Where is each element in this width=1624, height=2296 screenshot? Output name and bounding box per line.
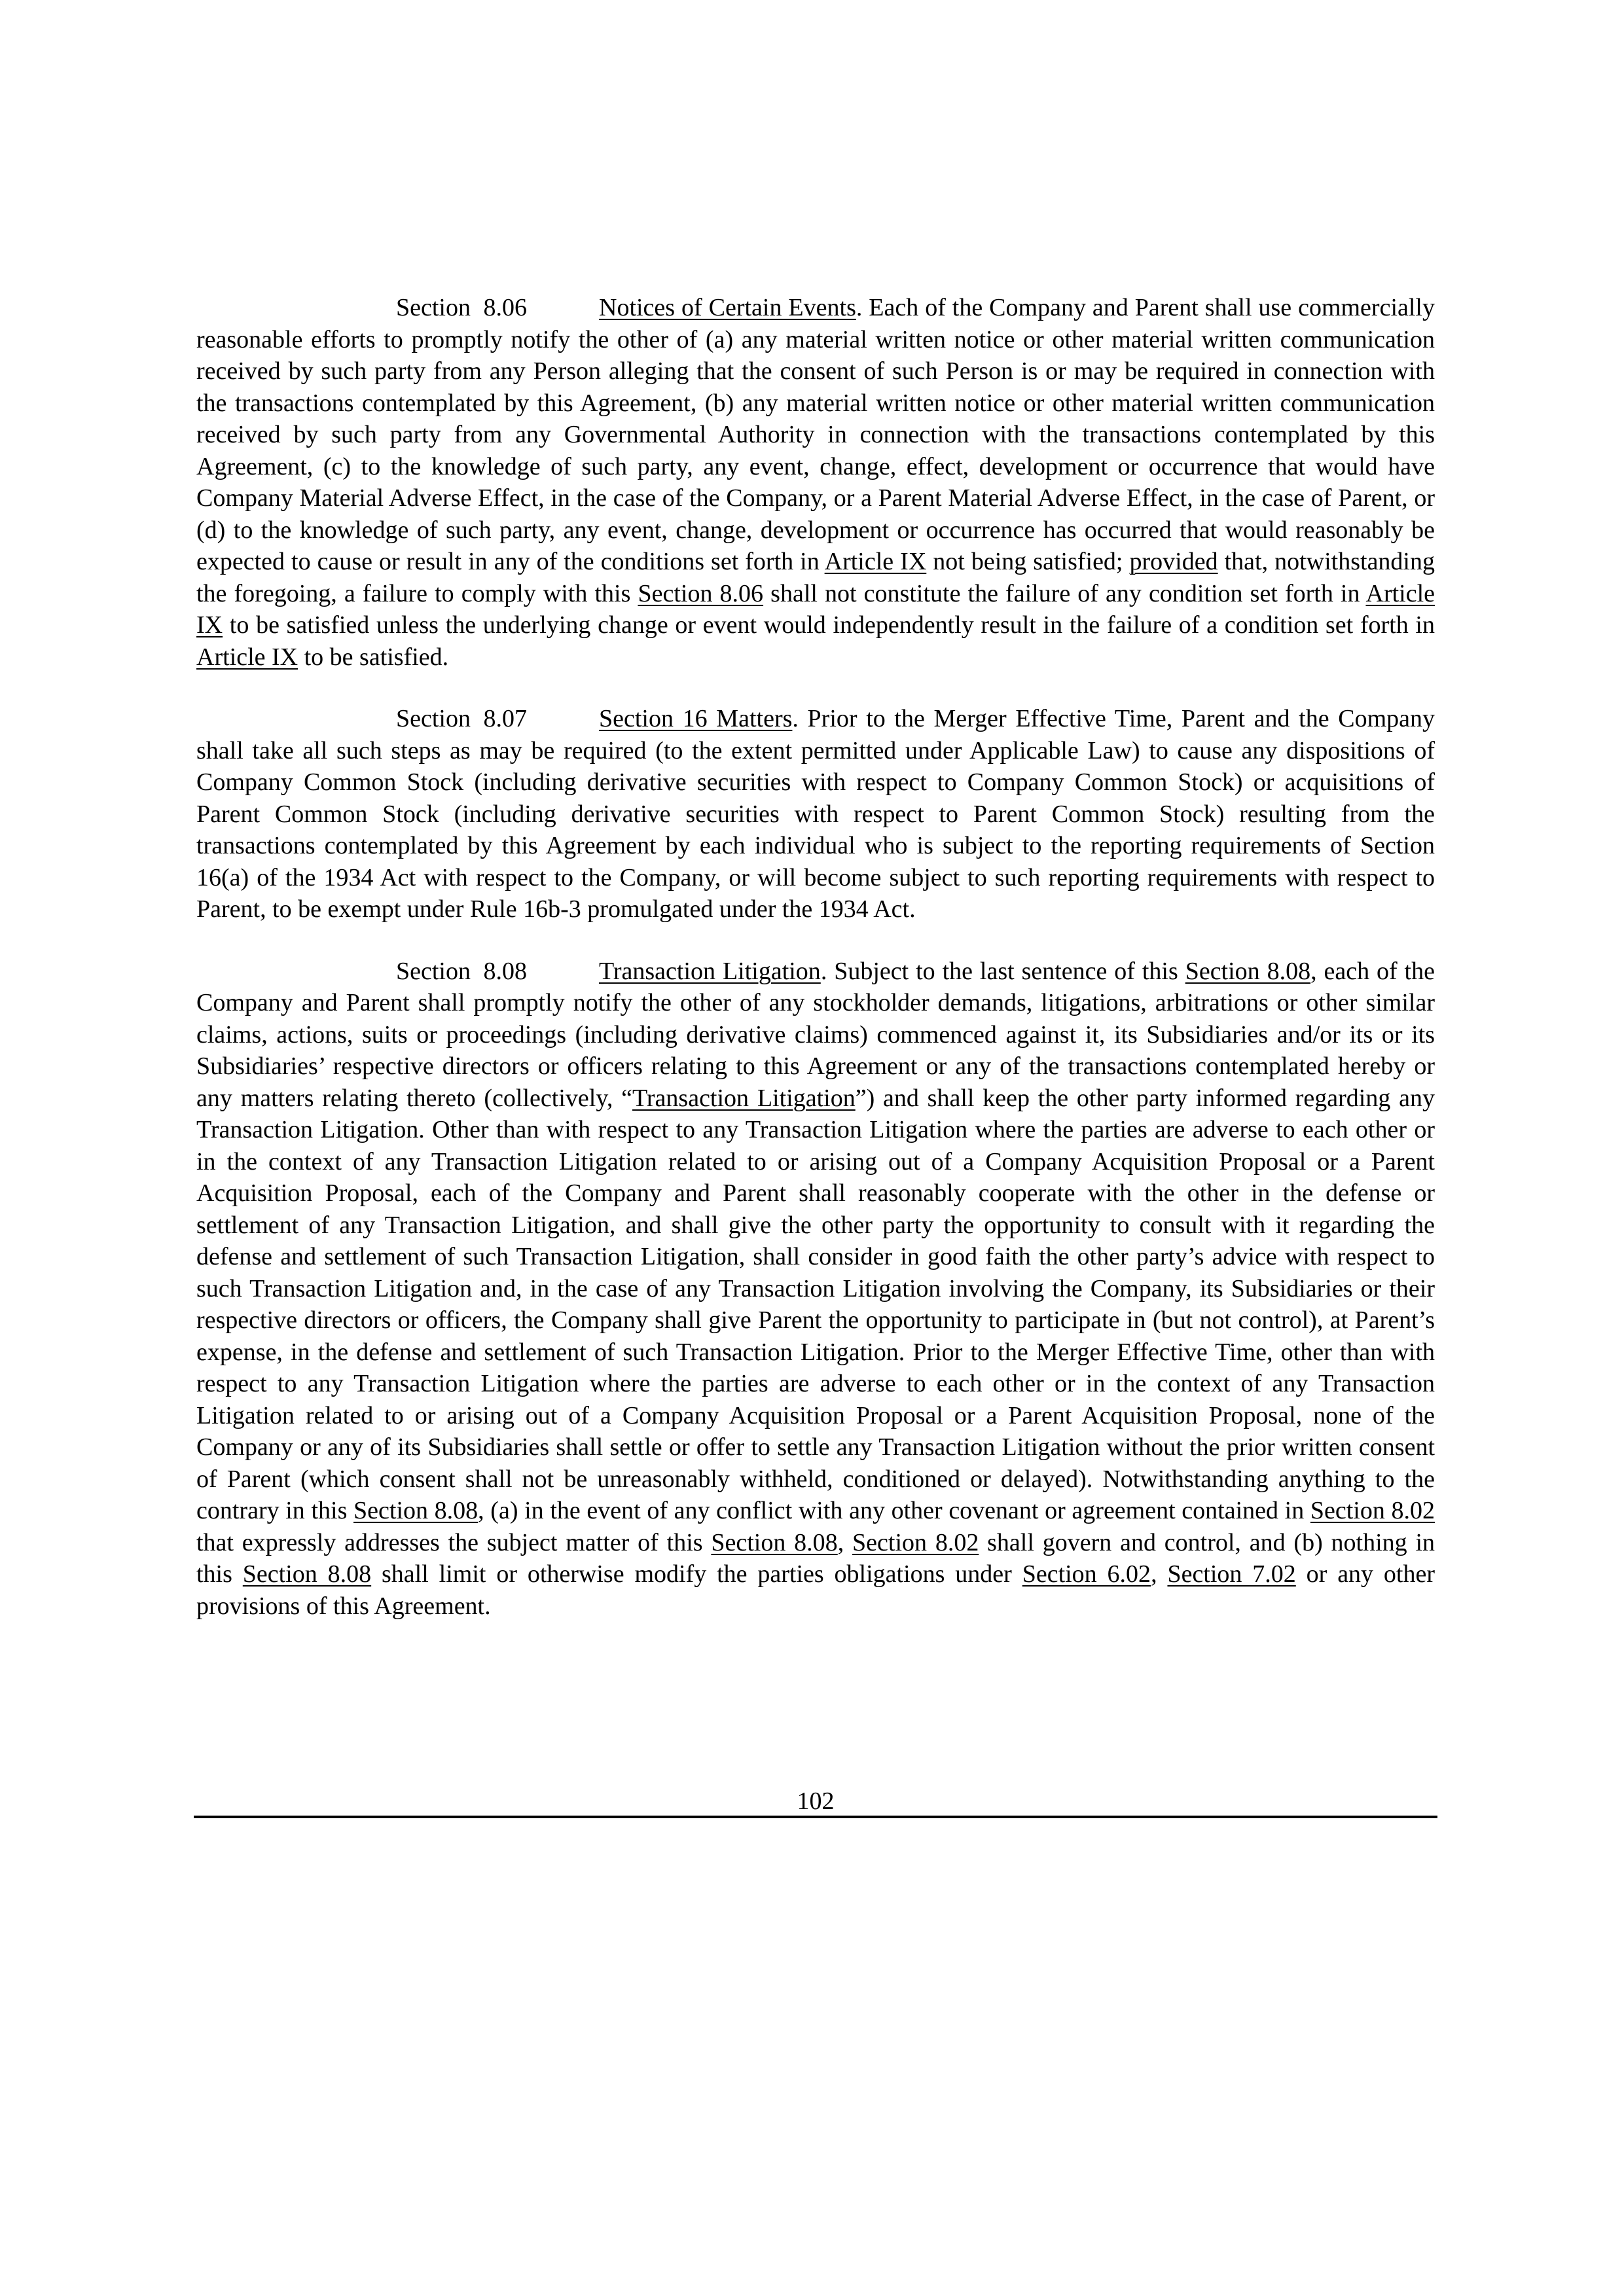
body-text: to be satisfied unless the underlying change or event would independently result in the failure of a condition set forth in — [223, 611, 1435, 639]
cross-reference: Section 6.02 — [1022, 1560, 1151, 1588]
body-text: that, notwithstanding the foregoing, a failure to comply with this — [196, 548, 1435, 607]
body-text: shall not constitute the failure of any condition set forth in — [763, 579, 1366, 607]
section-heading: Notices of Certain Events — [599, 294, 856, 321]
section-body — [196, 958, 1435, 1620]
body-text: not being satisfied; — [926, 548, 1130, 575]
body-text: , — [837, 1528, 853, 1556]
body-text: , (a) in the event of any conflict with any other covenant or agreement contained in — [478, 1497, 1310, 1524]
section-number: Section 8.07 — [396, 705, 527, 732]
cross-reference: Section 8.02 — [1310, 1497, 1435, 1524]
section-heading: Transaction Litigation — [599, 957, 821, 985]
footer-rule — [194, 1816, 1437, 1818]
section-8-08 — [196, 956, 1435, 1623]
body-text: shall limit or otherwise modify the parties obligations under — [371, 1560, 1022, 1588]
section-heading: Section 16 Matters — [599, 705, 793, 732]
section-8-06 — [196, 292, 1435, 673]
cross-reference: provided — [1129, 548, 1218, 575]
cross-reference: Section 8.02 — [852, 1528, 979, 1556]
cross-reference: Section 8.08 — [1185, 957, 1311, 985]
body-text: . Prior to the Merger Effective Time, Parent and the Company shall take all such steps as may be required (to the extent permitted under Applicable Law) to cause any dispositions of Company Common Stock (including derivative securities with respect to Company Common Stock) or acquisitions of Parent Common Stock (including derivative securities with respect to Parent Common Stock) resulting from the transactions contemplated by this Agreement by each individual who is subject to the reporting requirements of Section 16(a) of the 1934 Act with respect to the Company, or will become subject to such reporting requirements with respect to Parent, to be exempt under Rule 16b-3 promulgated under the 1934 Act. — [196, 705, 1435, 923]
section-number: Section 8.08 — [396, 957, 527, 985]
body-text: shall govern and control, and (b) nothing in this — [196, 1528, 1435, 1588]
body-text: ”) and shall keep the other party informed regarding any Transaction Litigation. Other than with respect to any Transaction Litigation where the parties are adverse to each other or in the context of any Transaction Litigation related to or arising out of a Company Acquisition Proposal or a Parent Acquisition Proposal, each of the Company and Parent shall reasonably cooperate with the other in the defense or settlement of any Transaction Litigation, and shall give the other party the opportunity to consult with it regarding the defense and settlement of such Transaction Litigation, shall consider in good faith the other party’s advice with respect to such Transaction Litigation and, in the case of any Transaction Litigation involving the Company, its Subsidiaries or their respective directors or officers, the Company shall give Parent the opportunity to participate in (but not control), at Parent’s expense, in the defense and settlement of such Transaction Litigation. Prior to the Merger Effective Time, other than with respect to any Transaction Litigation where the parties are adverse to each other or in the context of any Transaction Litigation related to or arising out of a Company Acquisition Proposal or a Parent Acquisition Proposal, none of the Company or any of its Subsidiaries shall settle or offer to settle any Transaction Litigation without the prior written consent of Parent (which consent shall not be unreasonably withheld, conditioned or delayed). Notwithstanding anything to the contrary in this — [196, 1084, 1435, 1524]
body-text: , — [1151, 1560, 1168, 1588]
cross-reference: Section 8.08 — [242, 1560, 372, 1588]
section-8-07 — [196, 703, 1435, 925]
section-body — [196, 294, 1435, 671]
document-page — [196, 292, 1435, 1652]
cross-reference: Article IX — [196, 643, 298, 671]
body-text: . Each of the Company and Parent shall use commercially reasonable efforts to promptly notify the other of (a) any material written notice or other material written communication received by such party from any Person alleging that the consent of such Person is or may be required in connection with the transactions contemplated by this Agreement, (b) any material written notice or other material written communication received by such party from any Governmental Authority in connection with the transactions contemplated by this Agreement, (c) to the knowledge of such party, any event, change, effect, development or occurrence that would have Company Material Adverse Effect, in the case of the Company, or a Parent Material Adverse Effect, in the case of Parent, or (d) to the knowledge of such party, any event, change, development or occurrence has occurred that would reasonably be expected to cause or result in any of the conditions set forth in — [196, 294, 1435, 575]
body-text: that expressly addresses the subject matter of this — [196, 1528, 712, 1556]
cross-reference: Transaction Litigation — [632, 1084, 856, 1112]
cross-reference: Section 8.08 — [353, 1497, 478, 1524]
body-text: or any other provisions of this Agreement. — [196, 1560, 1435, 1620]
cross-reference: Section 8.08 — [711, 1528, 838, 1556]
section-body — [196, 705, 1435, 923]
body-text: . Subject to the last sentence of this — [820, 957, 1185, 985]
section-number: Section 8.06 — [396, 294, 527, 321]
body-text: , each of the Company and Parent shall promptly notify the other of any stockholder demands, litigations, arbitrations or other similar claims, actions, suits or proceedings (including derivative claims) commenced against it, its Subsidiaries and/or its or its Subsidiaries’ respective directors or officers relating to this Agreement or any of the transactions contemplated hereby or any matters relating thereto (collectively, “ — [196, 957, 1435, 1112]
cross-reference: Section 7.02 — [1167, 1560, 1296, 1588]
cross-reference: Article IX — [196, 579, 1435, 639]
page-number: 102 — [797, 1787, 835, 1815]
body-text: to be satisfied. — [298, 643, 449, 671]
cross-reference: Article IX — [824, 548, 927, 575]
cross-reference: Section 8.06 — [638, 579, 764, 607]
